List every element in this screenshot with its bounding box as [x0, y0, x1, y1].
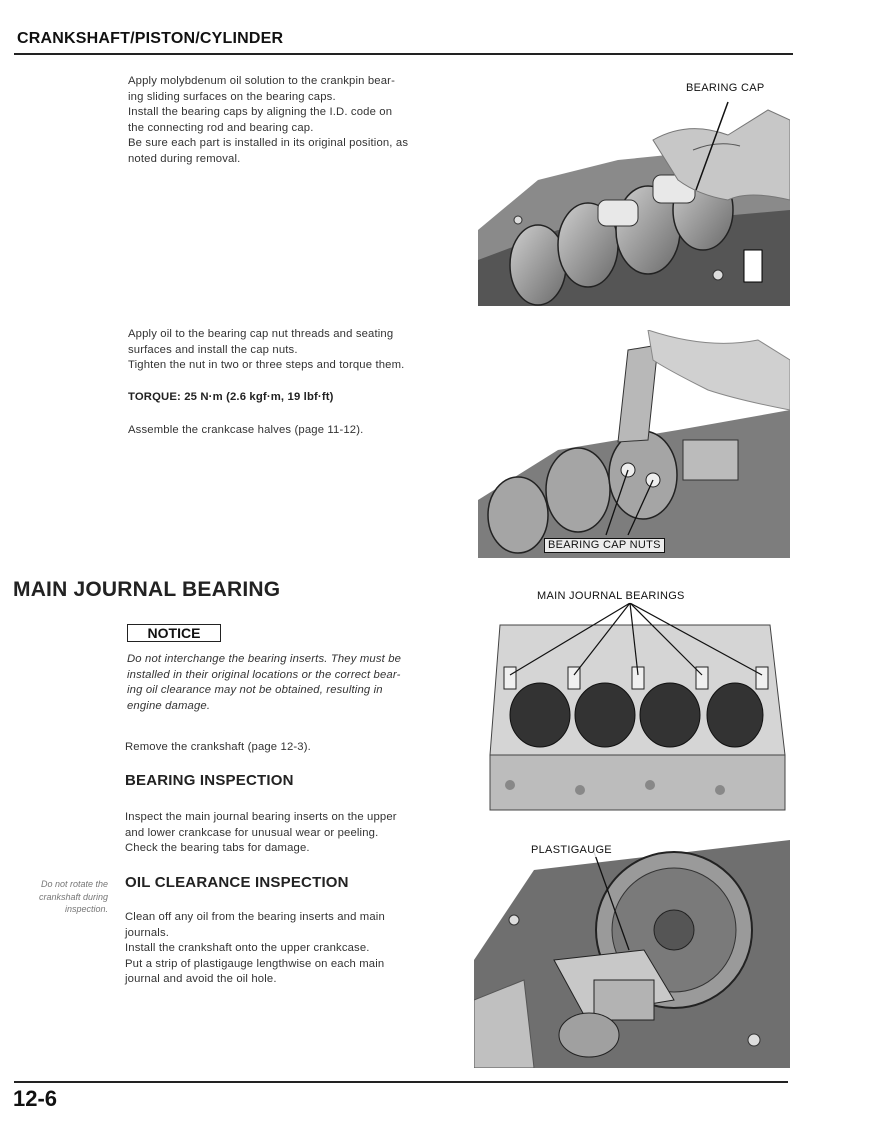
- margin-note: [14, 878, 108, 916]
- text-line: Apply molybdenum oil solution to the crankpin bear-: [128, 75, 395, 87]
- text-line: Do not interchange the bearing inserts. They must be: [127, 653, 402, 665]
- text-line: Do not rotate the: [40, 879, 108, 889]
- notice-label: NOTICE: [127, 624, 221, 642]
- text-line: ing sliding surfaces on the bearing caps.: [128, 90, 336, 103]
- text-line: crankshaft during: [38, 891, 108, 902]
- bearing-cap-callout: BEARING CAP: [683, 82, 768, 95]
- text-line: Install the crankshaft onto the upper crankcase.: [125, 942, 370, 954]
- footer-rule: [14, 1081, 788, 1083]
- text-line: Check the bearing tabs for damage.: [125, 842, 310, 854]
- assemble-instruction: Assemble the crankcase halves (page 11-12).: [128, 424, 364, 436]
- text-line: and lower crankcase for unusual wear or peeling.: [125, 826, 379, 839]
- bearing-cap-nuts-callout: BEARING CAP NUTS: [544, 538, 665, 553]
- page-header-title: CRANKSHAFT/PISTON/CYLINDER: [17, 30, 284, 47]
- text-line: installed in their original locations or the correct bear-: [127, 668, 401, 681]
- section-title: MAIN JOURNAL BEARING: [13, 578, 281, 601]
- bearing-inspection-text: [125, 810, 465, 857]
- page-number: 12-6: [13, 1086, 58, 1111]
- notice-text: [127, 652, 459, 714]
- text-line: noted during removal.: [128, 152, 241, 165]
- text-line: Apply oil to the bearing cap nut threads and seating: [128, 328, 394, 340]
- text-line: engine damage.: [127, 699, 211, 712]
- text-line: Clean off any oil from the bearing inserts and main: [125, 911, 385, 923]
- text-line: journal and avoid the oil hole.: [125, 973, 277, 985]
- cap-nut-instructions: [128, 327, 468, 374]
- oil-clearance-title: OIL CLEARANCE INSPECTION: [125, 874, 349, 891]
- text-line: Be sure each part is installed in its original position, as: [128, 137, 409, 149]
- text-line: Install the bearing caps by aligning the I.D. code on: [128, 106, 393, 118]
- text-line: Tighten the nut in two or three steps and torque them.: [128, 359, 405, 371]
- text-line: journals.: [125, 926, 170, 939]
- remove-instruction: Remove the crankshaft (page 12-3).: [125, 741, 311, 753]
- bearing-cap-instructions: [128, 74, 463, 167]
- text-line: ing oil clearance may not be obtained, resulting in: [127, 684, 383, 696]
- bearing-cap-nuts-photo: [478, 330, 790, 558]
- bearing-cap-photo: [478, 80, 790, 306]
- plastigauge-callout: PLASTIGAUGE: [528, 844, 615, 857]
- text-line: the connecting rod and bearing cap.: [128, 121, 314, 134]
- main-journal-bearings-callout: MAIN JOURNAL BEARINGS: [534, 590, 688, 603]
- text-line: Put a strip of plastigauge lengthwise on each main: [125, 957, 385, 970]
- text-line: inspection.: [64, 904, 108, 914]
- header-rule: [14, 53, 793, 55]
- torque-spec: TORQUE: 25 N·m (2.6 kgf·m, 19 lbf·ft): [128, 391, 334, 403]
- text-line: surfaces and install the cap nuts.: [128, 343, 298, 356]
- text-line: Inspect the main journal bearing inserts on the upper: [125, 811, 397, 823]
- oil-clearance-text: [125, 910, 460, 988]
- bearing-inspection-title: BEARING INSPECTION: [125, 772, 294, 789]
- main-journal-bearings-photo: [480, 585, 790, 815]
- plastigauge-photo: [474, 840, 790, 1068]
